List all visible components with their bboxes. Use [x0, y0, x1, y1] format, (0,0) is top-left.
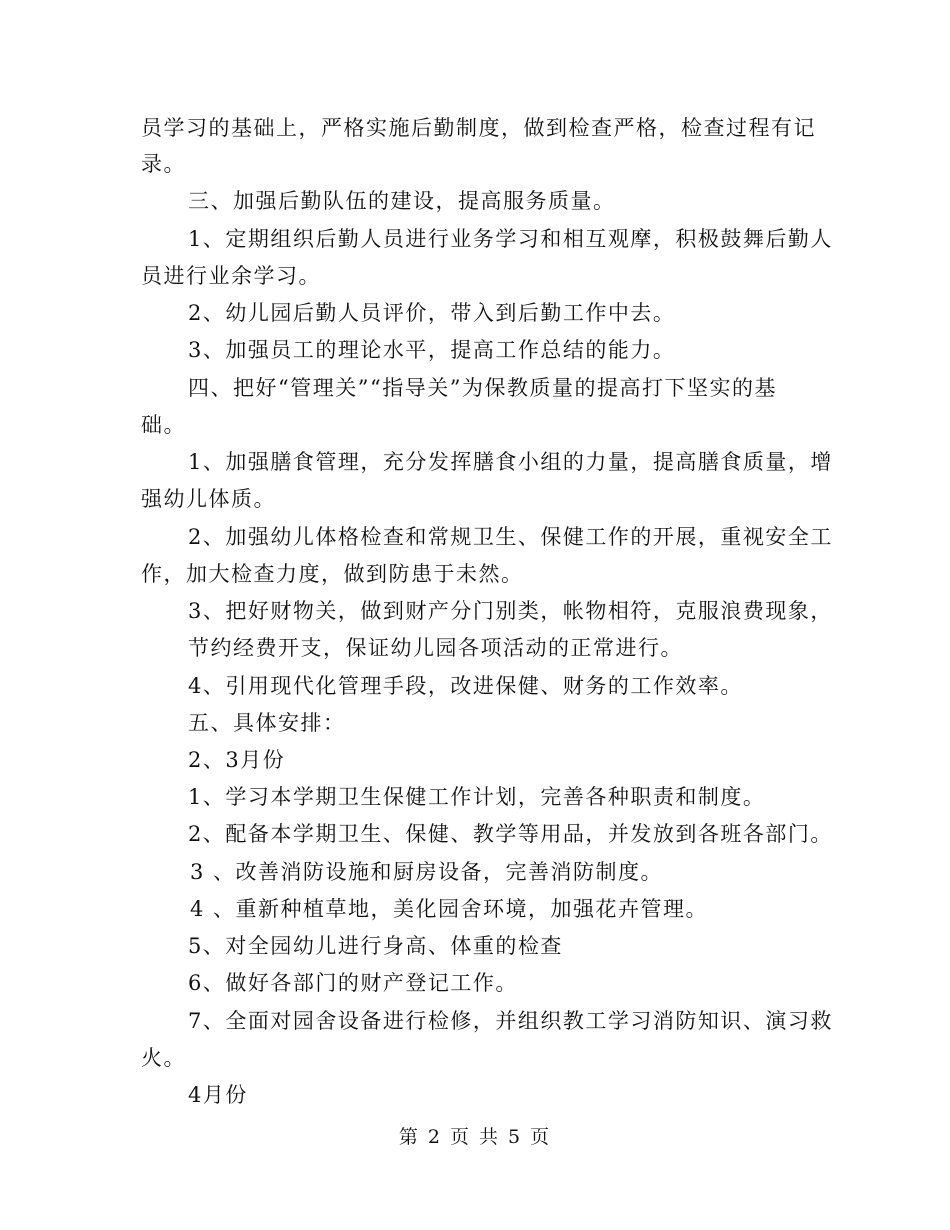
- text-line: 节约经费开支，保证幼儿园各项活动的正常进行。: [188, 636, 683, 660]
- text-line: 1、加强膳食管理，充分发挥膳食小组的力量，提高膳食质量，增: [188, 450, 833, 474]
- text-line: 3、加强员工的理论水平，提高工作总结的能力。: [188, 338, 676, 362]
- text-line: 2、幼儿园后勤人员评价，带入到后勤工作中去。: [188, 301, 676, 325]
- section-heading: 三、加强后勤队伍的建设，提高服务质量。: [188, 189, 616, 213]
- text-line: 7、全面对园舍设备进行检修，并组织教工学习消防知识、演习救: [188, 1009, 833, 1033]
- text-line: 础。: [141, 413, 186, 437]
- subsection-heading: 4月份: [188, 1083, 248, 1107]
- section-heading: 五、具体安排：: [188, 711, 346, 735]
- text-line: 4 、重新种植草地，美化园舍环境，加强花卉管理。: [190, 897, 709, 921]
- text-line: 作，加大检查力度，做到防患于未然。: [141, 562, 524, 586]
- section-heading: 四、把好“管理关”“指导关”为保教质量的提高打下坚实的基: [188, 376, 777, 400]
- text-line: 员学习的基础上，严格实施后勤制度，做到检查严格，检查过程有记: [141, 116, 816, 140]
- text-line: 6、做好各部门的财产登记工作。: [188, 971, 518, 995]
- text-line: 火。: [141, 1046, 186, 1070]
- text-line: 员进行业余学习。: [141, 264, 321, 288]
- page-footer: 第 2 页 共 5 页: [398, 1126, 552, 1148]
- text-line: 录。: [141, 152, 186, 176]
- text-line: 2、加强幼儿体格检查和常规卫生、保健工作的开展，重视安全工: [188, 525, 833, 549]
- text-line: 1、定期组织后勤人员进行业务学习和相互观摩，积极鼓舞后勤人: [188, 227, 833, 251]
- subsection-heading: 2、3月份: [188, 748, 286, 772]
- text-line: 3 、改善消防设施和厨房设备，完善消防制度。: [190, 860, 664, 884]
- text-line: 1、学习本学期卫生保健工作计划，完善各种职责和制度。: [188, 785, 766, 809]
- text-line: 5、对全园幼儿进行身高、体重的检查: [188, 934, 563, 958]
- text-line: 强幼儿体质。: [141, 487, 276, 511]
- text-line: 2、配备本学期卫生、保健、教学等用品，并发放到各班各部门。: [188, 822, 833, 846]
- text-line: 4、引用现代化管理手段，改进保健、财务的工作效率。: [188, 674, 743, 698]
- text-line: 3、把好财物关，做到财产分门别类，帐物相符，克服浪费现象，: [188, 599, 833, 623]
